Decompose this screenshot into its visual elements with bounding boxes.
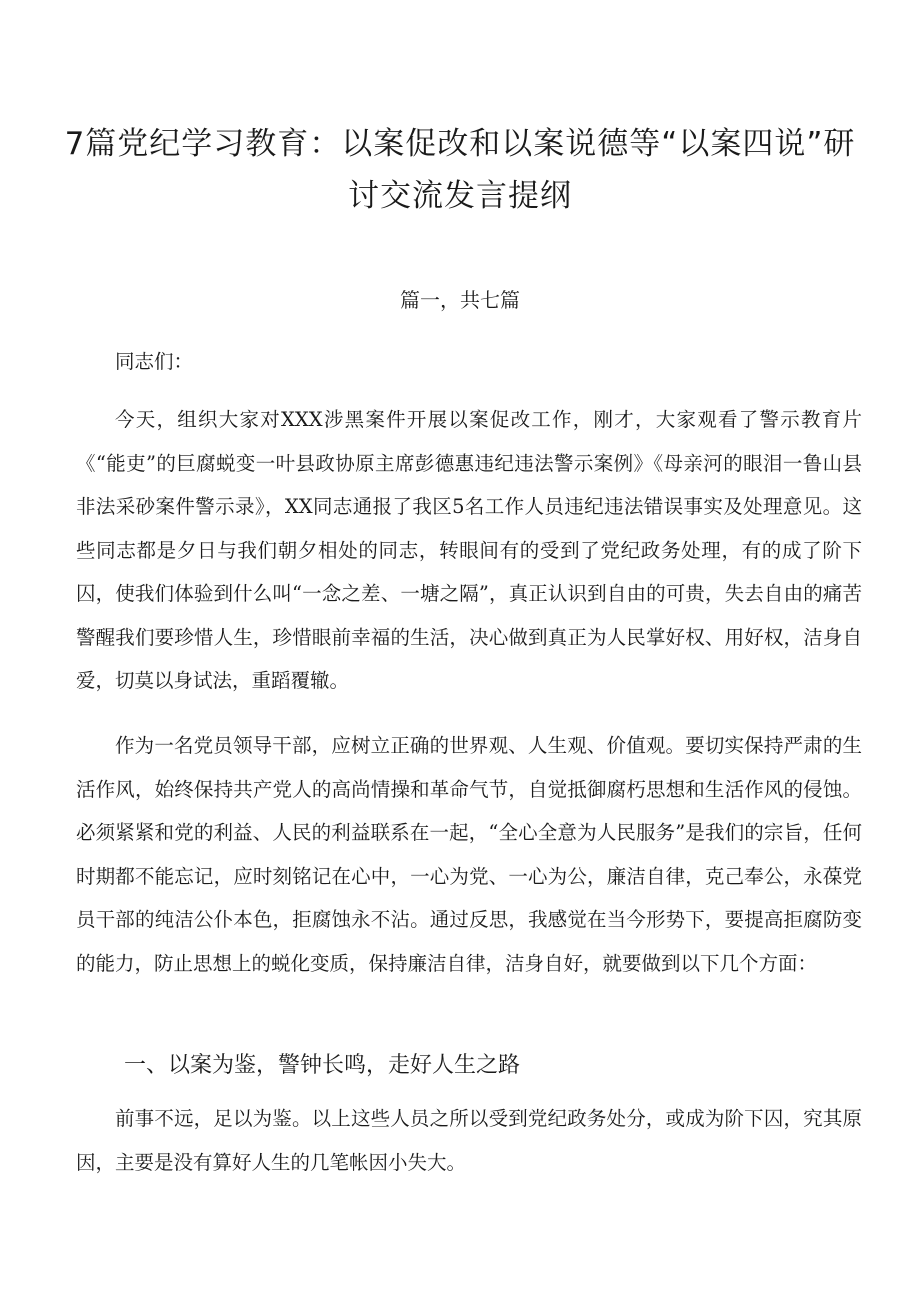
document-subheading: 篇一，共七篇 — [400, 288, 520, 312]
section-heading: 一、以案为鉴，警钟长鸣，走好人生之路 — [124, 1053, 521, 1078]
salutation: 同志们： — [115, 350, 194, 373]
paragraph-1: 今天，组织大家对XXX涉黑案件开展以案促改工作，刚才，大家观看了警示教育片《“能吏”的巨腐蜕变一叶县政协原主席彭德惠违纪违法警示案例》《母亲河的眼泪一鲁山县非法采砂案件警示录》，XX同志通报了我区5名工作人员违纪违法错误事实及处理意见。这些同志都是夕日与我们朝夕相处的同志，转眼间有的受到了党纪政务处理，有的成了阶下囚，使我们体验到什么叫“一念之差、一塘之隔”，真正认识到自由的可贵，失去自由的痛苦警醒我们要珍惜人生，珍惜眼前幸福的生活，决心做到真正为人民掌好权、用好权，洁身自爱，切莫以身试法，重蹈覆辙。 — [76, 408, 862, 692]
section-paragraph-1: 前事不远，足以为鉴。以上这些人员之所以受到党纪政务处分，或成为阶下囚，究其原因，主要是没有算好人生的几笔帐因小失大。 — [76, 1107, 862, 1174]
document-title: 7篇党纪学习教育：以案促改和以案说德等“以案四说”研讨交流发言提纲 — [64, 126, 856, 214]
paragraph-2: 作为一名党员领导干部，应树立正确的世界观、人生观、价值观。要切实保持严肃的生活作风，始终保持共产党人的高尚情操和革命气节，自觉抵御腐朽思想和生活作风的侵蚀。必须紧紧和党的利益、人民的利益联系在一起，“全心全意为人民服务”是我们的宗旨，任何时期都不能忘记，应时刻铭记在心中，一心为党、一心为公，廉洁自律，克己奉公，永葆党员干部的纯洁公仆本色，拒腐蚀永不沾。通过反思，我感觉在当今形势下，要提高拒腐防变的能力，防止思想上的蜕化变质，保持廉洁自律，洁身自好，就要做到以下几个方面： — [76, 734, 862, 975]
